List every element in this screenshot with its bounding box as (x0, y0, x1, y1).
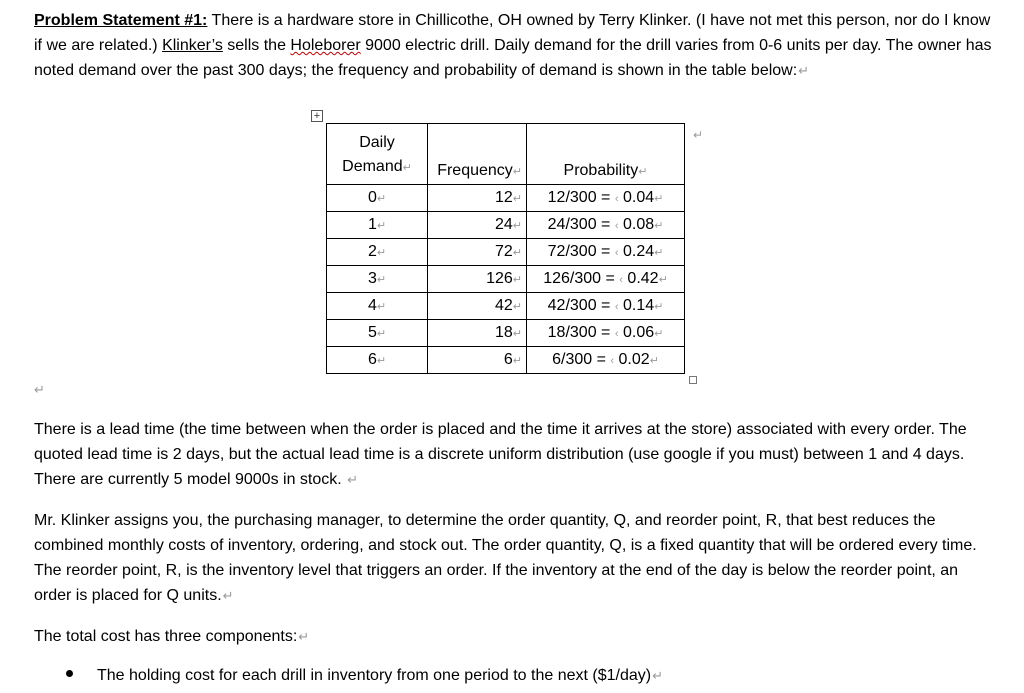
demand-cell: 0↵ (327, 185, 428, 212)
frequency-cell: 18↵ (428, 320, 527, 347)
table-header-row (327, 124, 685, 185)
frequency-cell: 72↵ (428, 239, 527, 266)
table-row (327, 239, 685, 266)
table-row (327, 185, 685, 212)
probability-cell: 72/300 = ‹ 0.24↵ (527, 239, 685, 266)
table-row (327, 293, 685, 320)
table-row (327, 266, 685, 293)
holding-cost-bullet (97, 663, 663, 688)
paragraph-mark-icon: ↵ (652, 668, 663, 683)
table-row (327, 320, 685, 347)
demand-cell: 1↵ (327, 212, 428, 239)
table-move-handle-icon[interactable]: + (311, 110, 323, 122)
demand-table-wrapper (326, 123, 685, 374)
frequency-cell: 12↵ (428, 185, 527, 212)
paragraph-mark-icon: ↵ (222, 588, 234, 603)
frequency-cell: 6↵ (428, 347, 527, 374)
probability-cell: 6/300 = ‹ 0.02↵ (527, 347, 685, 374)
total-cost-text: The total cost has three components: (34, 628, 298, 645)
problem-text-3: 9000 electric drill. Daily demand for the drill varies from 0-6 units per day. The owner has noted demand over the past 300 days; the frequency and probability of demand is shown in the table below: (34, 37, 992, 79)
probability-cell: 24/300 = ‹ 0.08↵ (527, 212, 685, 239)
total-cost-paragraph (34, 624, 994, 649)
probability-cell: 18/300 = ‹ 0.06↵ (527, 320, 685, 347)
problem-statement-paragraph (34, 8, 994, 83)
probability-cell: 126/300 = ‹ 0.42↵ (527, 266, 685, 293)
header-frequency: Frequency↵ (428, 124, 527, 185)
row-end-mark-icon: ↵ (693, 128, 704, 142)
demand-table (326, 123, 685, 374)
assignment-text: Mr. Klinker assigns you, the purchasing manager, to determine the order quantity, Q, and reorder point, R, that best reduces the combined monthly costs of inventory, ordering, and stock out. The order quantity, Q, is a fixed quantity that will be ordered every time. The reorder point, R, is the inventory level that triggers an order. If the inventory at the end of the day is below the reorder point, an order is placed for Q units. (34, 512, 977, 604)
problem-statement-label: Problem Statement #1: (34, 12, 208, 29)
paragraph-mark-icon: ↵ (798, 63, 810, 78)
problem-text-1: There is a hardware store in Chillicothe, OH owned by Terry Klinker. (I have not met this person, nor do I know if we are related.) (34, 12, 991, 54)
paragraph-mark-icon: ↵ (298, 629, 310, 644)
demand-cell: 5↵ (327, 320, 428, 347)
demand-cell: 4↵ (327, 293, 428, 320)
assignment-paragraph (34, 508, 994, 608)
bullet-icon (66, 670, 73, 677)
lead-time-text: There is a lead time (the time between when the order is placed and the time it arrives at the store) associated with every order. The quoted lead time is 2 days, but the actual lead time is a discrete uniform distribution (use google if you must) between 1 and 4 days. There are currently 5 model 9000s in stock. (34, 421, 967, 488)
frequency-cell: 126↵ (428, 266, 527, 293)
paragraph-mark-icon: ↵ (347, 472, 359, 487)
empty-paragraph-mark-icon: ↵ (34, 382, 45, 397)
probability-cell: 12/300 = ‹ 0.04↵ (527, 185, 685, 212)
table-resize-handle-icon[interactable] (689, 376, 697, 384)
demand-cell: 6↵ (327, 347, 428, 374)
problem-text-2: sells the (222, 37, 291, 54)
table-row (327, 347, 685, 374)
demand-cell: 3↵ (327, 266, 428, 293)
demand-cell: 2↵ (327, 239, 428, 266)
klinkers-text: Klinker’s (162, 37, 223, 54)
header-probability: Probability↵ (527, 124, 685, 185)
probability-cell: 42/300 = ‹ 0.14↵ (527, 293, 685, 320)
lead-time-paragraph (34, 417, 994, 492)
holeborer-text: Holeborer (290, 37, 361, 54)
table-row (327, 212, 685, 239)
frequency-cell: 24↵ (428, 212, 527, 239)
holding-cost-text: The holding cost for each drill in inventory from one period to the next ($1/day) (97, 667, 652, 684)
header-daily-demand: Daily Demand↵ (327, 124, 428, 185)
frequency-cell: 42↵ (428, 293, 527, 320)
